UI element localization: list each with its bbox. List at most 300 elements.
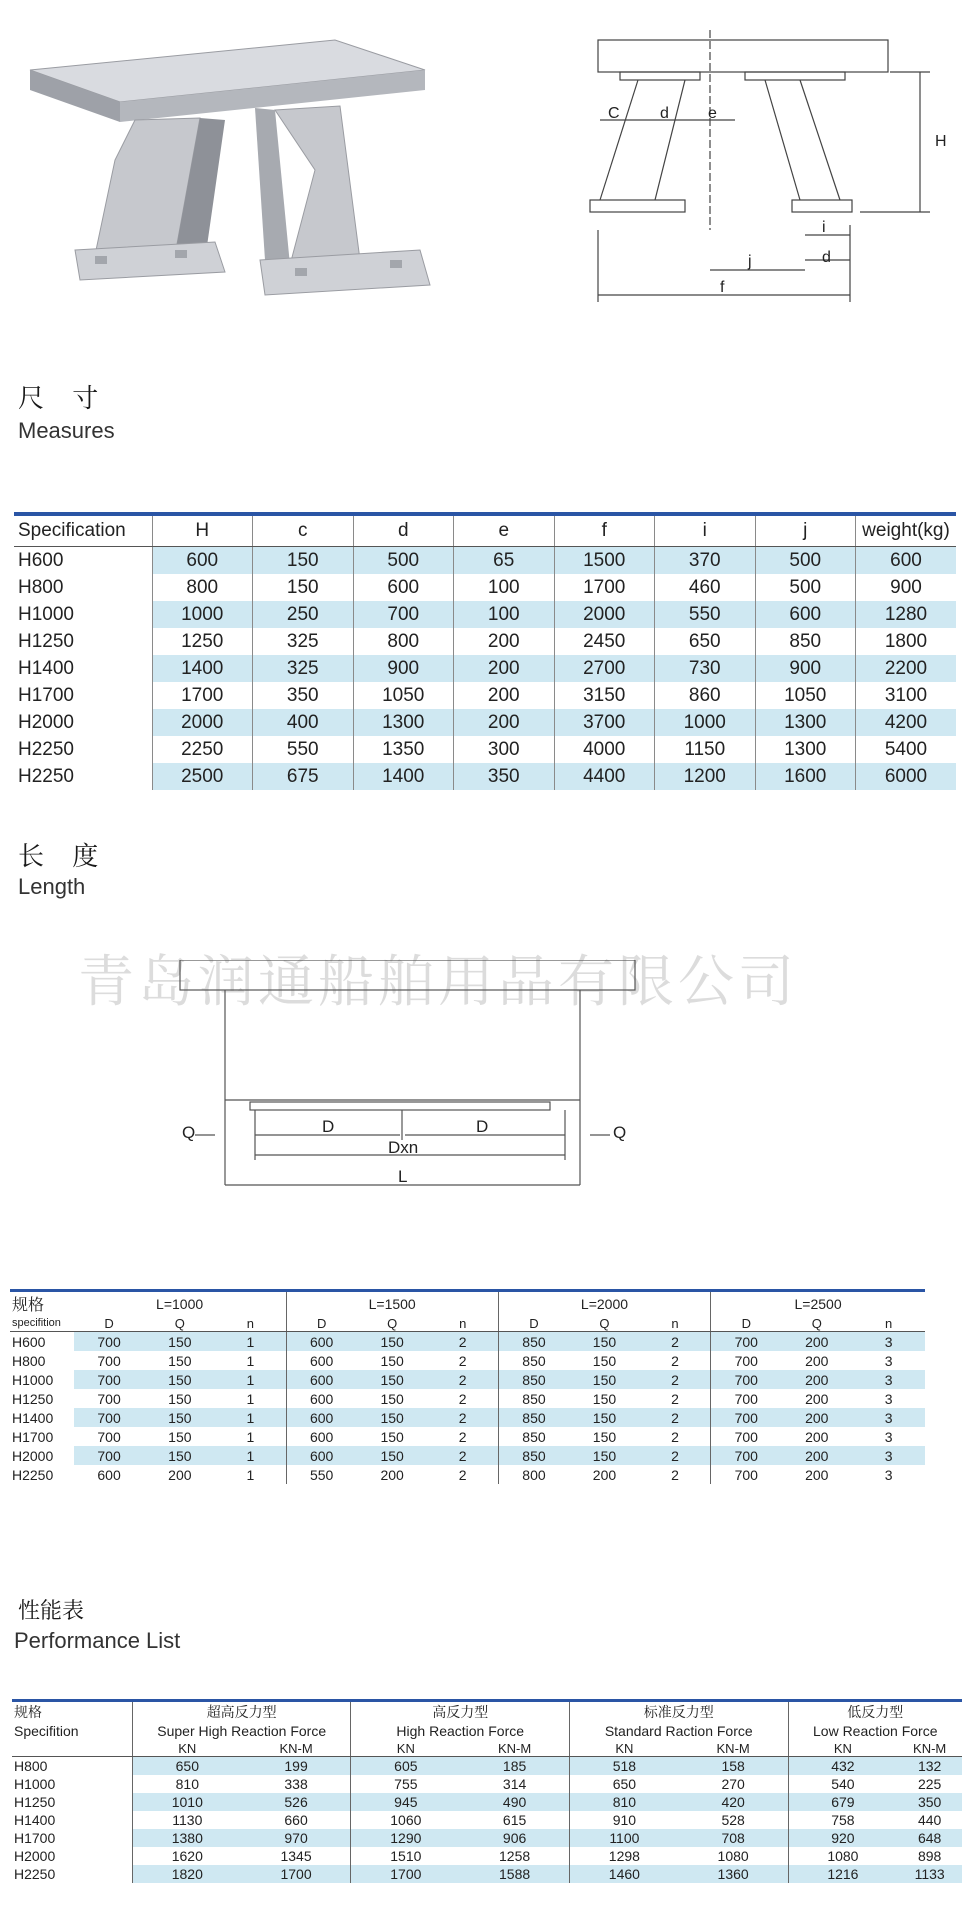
spec-cell: H800: [12, 1757, 132, 1776]
value-cell: 1820: [132, 1865, 241, 1883]
spec-cell: H1000: [10, 1370, 74, 1389]
length-title-cn: 长 度: [18, 842, 109, 872]
value-cell: 700: [97, 1390, 121, 1407]
value-cell: 200: [454, 709, 555, 736]
value-cell: 150: [380, 1428, 404, 1445]
measures-header-cell: Specification: [14, 516, 152, 547]
value-cell: 150: [357, 1370, 428, 1389]
length-group-header: L=2500: [711, 1292, 925, 1315]
measures-row: [14, 682, 956, 709]
spec-cell: H600: [10, 1332, 74, 1352]
length-sub-header: n: [215, 1315, 286, 1332]
length-row: [10, 1351, 925, 1370]
measures-header-cell: c: [253, 516, 354, 547]
value-cell: 2: [458, 1428, 467, 1445]
value-cell: 150: [569, 1446, 640, 1465]
value-cell: 528: [721, 1812, 745, 1828]
value-cell: 132: [897, 1757, 962, 1776]
value-cell: 518: [569, 1757, 678, 1776]
value-cell: 1: [215, 1370, 286, 1389]
value-cell: 2500: [152, 763, 253, 790]
value-cell: 1700: [152, 682, 253, 709]
value-cell: 460: [655, 574, 756, 601]
value-cell: 675: [253, 763, 354, 790]
length-sub-header: n: [428, 1315, 499, 1332]
performance-spec-cn: 规格: [14, 1704, 42, 1720]
value-cell: 2000: [152, 709, 253, 736]
value-cell: 3: [884, 1352, 893, 1369]
value-cell: 730: [655, 655, 756, 682]
performance-title-cn: 性能表: [18, 1599, 85, 1624]
spec-cell: H2000: [14, 1848, 56, 1864]
value-cell: 700: [711, 1446, 782, 1465]
value-cell: 758: [788, 1811, 897, 1829]
spec-cell: H2250: [14, 763, 152, 790]
measures-header-cell: j: [755, 516, 856, 547]
value-cell: 900: [856, 574, 957, 601]
value-cell: 850: [498, 1427, 569, 1446]
value-cell: 350: [897, 1793, 962, 1811]
measures-row: [14, 574, 956, 601]
value-cell: 540: [788, 1775, 897, 1793]
value-cell: 1700: [351, 1865, 460, 1883]
value-cell: 906: [460, 1829, 569, 1847]
value-cell: 700: [74, 1446, 145, 1465]
performance-group-header-cn: 低反力型: [788, 1702, 962, 1722]
value-cell: 700: [711, 1370, 782, 1389]
value-cell: 600: [353, 574, 454, 601]
value-cell: 1130: [132, 1811, 241, 1829]
value-cell: 700: [353, 601, 454, 628]
length-group-header: L=2000: [498, 1292, 710, 1315]
dim-label-i: i: [822, 219, 826, 236]
fender-3d-illustration: [25, 10, 445, 300]
spec-cell: H1250: [12, 1793, 132, 1811]
value-cell: 1700: [242, 1865, 351, 1883]
value-cell: 490: [460, 1793, 569, 1811]
value-cell: 150: [144, 1446, 215, 1465]
length-row: [10, 1446, 925, 1465]
performance-group-header-en: Standard Raction Force: [569, 1722, 788, 1740]
value-cell: 150: [380, 1390, 404, 1407]
value-cell: 1298: [569, 1847, 678, 1865]
value-cell: 150: [592, 1390, 617, 1407]
length-group-header-row: [10, 1292, 925, 1315]
dim-label-d2: d: [822, 249, 831, 266]
value-cell: 850: [755, 628, 856, 655]
spec-cell: H1000: [14, 601, 152, 628]
value-cell: 850: [498, 1408, 569, 1427]
value-cell: 150: [592, 1428, 617, 1445]
value-cell: 1200: [655, 763, 756, 790]
value-cell: 200: [805, 1428, 829, 1445]
value-cell: 1080: [717, 1848, 749, 1864]
length-label-q-right: Q: [613, 1123, 627, 1142]
value-cell: 6000: [856, 763, 957, 790]
value-cell: 200: [781, 1446, 852, 1465]
value-cell: 2: [640, 1446, 711, 1465]
value-cell: 800: [152, 574, 253, 601]
spec-cell: H1250: [18, 630, 74, 652]
value-cell: 4200: [856, 709, 957, 736]
value-cell: 158: [679, 1757, 788, 1776]
value-cell: 1360: [679, 1865, 788, 1883]
value-cell: 1133: [897, 1865, 962, 1883]
value-cell: 1300: [755, 709, 856, 736]
value-cell: 2200: [856, 655, 957, 682]
spec-cell: H1700: [12, 1428, 54, 1445]
value-cell: 1800: [856, 628, 957, 655]
spec-cell: H2250: [12, 1865, 132, 1883]
value-cell: 700: [711, 1427, 782, 1446]
value-cell: 200: [592, 1466, 617, 1483]
length-sub-header: Q: [357, 1315, 428, 1332]
value-cell: 1258: [499, 1848, 531, 1864]
value-cell: 270: [721, 1776, 745, 1792]
value-cell: 3: [852, 1408, 925, 1427]
value-cell: 945: [351, 1793, 460, 1811]
spec-cell: H2250: [12, 1466, 54, 1483]
value-cell: 65: [454, 547, 555, 575]
value-cell: 755: [351, 1775, 460, 1793]
value-cell: 700: [711, 1408, 782, 1427]
value-cell: 1700: [554, 574, 655, 601]
value-cell: 200: [454, 655, 555, 682]
length-group-header: L=1000: [156, 1295, 204, 1312]
value-cell: 100: [454, 601, 555, 628]
value-cell: 2: [458, 1352, 467, 1369]
value-cell: 420: [679, 1793, 788, 1811]
value-cell: 810: [569, 1793, 678, 1811]
measures-row: [14, 628, 956, 655]
value-cell: 2: [458, 1466, 467, 1483]
value-cell: 700: [711, 1465, 782, 1484]
value-cell: 185: [460, 1757, 569, 1776]
value-cell: 1060: [351, 1811, 460, 1829]
value-cell: 650: [655, 628, 756, 655]
value-cell: 150: [168, 1390, 192, 1407]
value-cell: 1500: [554, 547, 655, 575]
value-cell: 4400: [554, 763, 655, 790]
value-cell: 860: [655, 682, 756, 709]
value-cell: 1: [246, 1390, 255, 1407]
dim-label-d: d: [660, 105, 669, 122]
value-cell: 2700: [554, 655, 655, 682]
value-cell: 700: [711, 1332, 782, 1352]
measures-title-en: Measures: [18, 418, 115, 443]
performance-sub-header-blank: [12, 1740, 132, 1757]
length-dimension-drawing: [170, 960, 650, 1200]
measures-header-cell: i: [655, 516, 756, 547]
value-cell: 200: [805, 1466, 829, 1483]
value-cell: 1510: [351, 1847, 460, 1865]
measures-header-cell: e: [454, 516, 555, 547]
value-cell: 440: [917, 1812, 942, 1828]
length-label-q-left: Q: [182, 1123, 196, 1142]
value-cell: 150: [253, 574, 354, 601]
value-cell: 600: [286, 1370, 357, 1389]
value-cell: 2450: [554, 628, 655, 655]
performance-sub-header: KN-M: [679, 1740, 788, 1757]
value-cell: 1100: [569, 1829, 678, 1847]
length-sub-header: D: [286, 1315, 357, 1332]
spec-cell: H1400: [14, 655, 152, 682]
value-cell: 800: [498, 1465, 569, 1484]
value-cell: 200: [380, 1466, 404, 1483]
value-cell: 150: [357, 1408, 428, 1427]
value-cell: 600: [152, 547, 253, 575]
value-cell: 910: [569, 1811, 678, 1829]
value-cell: 150: [380, 1352, 404, 1369]
spec-cell: H2250: [18, 738, 74, 760]
measures-header-cell: H: [152, 516, 253, 547]
value-cell: 1300: [353, 709, 454, 736]
performance-row: [12, 1793, 962, 1811]
value-cell: 900: [755, 655, 856, 682]
value-cell: 199: [242, 1757, 351, 1776]
value-cell: 850: [498, 1351, 569, 1370]
value-cell: 370: [655, 547, 756, 575]
value-cell: 810: [132, 1775, 241, 1793]
value-cell: 3: [852, 1370, 925, 1389]
value-cell: 150: [569, 1332, 640, 1352]
value-cell: 650: [569, 1775, 678, 1793]
measures-row: [14, 655, 956, 682]
value-cell: 2: [671, 1352, 679, 1369]
value-cell: 225: [917, 1776, 942, 1792]
value-cell: 5400: [856, 736, 957, 763]
length-title-en: Length: [18, 874, 86, 899]
value-cell: 708: [679, 1829, 788, 1847]
spec-cell: H2000: [14, 709, 152, 736]
value-cell: 1050: [755, 682, 856, 709]
value-cell: 150: [592, 1352, 617, 1369]
value-cell: 1: [246, 1428, 255, 1445]
performance-group-header-en: Low Reaction Force: [788, 1722, 962, 1740]
value-cell: 200: [454, 682, 555, 709]
value-cell: 898: [917, 1848, 942, 1864]
value-cell: 400: [253, 709, 354, 736]
performance-table: [12, 1699, 962, 1883]
spec-cell: H600: [14, 547, 152, 575]
value-cell: 1380: [132, 1829, 241, 1847]
value-cell: 600: [286, 1427, 357, 1446]
value-cell: 800: [353, 628, 454, 655]
value-cell: 1: [246, 1352, 255, 1369]
value-cell: 1080: [788, 1847, 897, 1865]
spec-cell: H1400: [14, 1812, 56, 1828]
value-cell: 150: [357, 1446, 428, 1465]
length-row: [10, 1408, 925, 1427]
performance-row: [12, 1865, 962, 1883]
performance-group-header-cn: 高反力型: [351, 1702, 570, 1722]
value-cell: 150: [569, 1408, 640, 1427]
performance-row: [12, 1757, 962, 1776]
value-cell: 2: [428, 1446, 499, 1465]
value-cell: 200: [168, 1466, 192, 1483]
length-sub-header: n: [640, 1315, 711, 1332]
measures-row: [14, 763, 956, 790]
performance-group-header-en-row: [12, 1722, 962, 1740]
value-cell: 2: [428, 1370, 499, 1389]
value-cell: 600: [286, 1332, 357, 1352]
performance-row: [12, 1829, 962, 1847]
value-cell: 150: [253, 547, 354, 575]
value-cell: 700: [74, 1408, 145, 1427]
length-sub-header: Q: [144, 1315, 215, 1332]
value-cell: 500: [755, 547, 856, 575]
value-cell: 2: [428, 1408, 499, 1427]
measures-header-row: [14, 516, 956, 547]
value-cell: 500: [353, 547, 454, 575]
value-cell: 2: [671, 1428, 679, 1445]
spec-cell: H1700: [12, 1829, 132, 1847]
dim-label-h: H: [935, 133, 947, 150]
measures-row: [14, 709, 956, 736]
measures-header-cell: weight(kg): [856, 516, 957, 547]
value-cell: 3: [884, 1466, 893, 1483]
value-cell: 432: [788, 1757, 897, 1776]
value-cell: 3: [884, 1390, 893, 1407]
spec-cell: H2000: [10, 1446, 74, 1465]
value-cell: 150: [168, 1428, 192, 1445]
value-cell: 600: [286, 1446, 357, 1465]
spec-cell: H1000: [14, 1776, 56, 1792]
length-label-l: L: [398, 1167, 408, 1186]
performance-sub-header: KN-M: [460, 1740, 569, 1757]
value-cell: 1000: [655, 709, 756, 736]
performance-sub-header: KN-M: [242, 1740, 351, 1757]
value-cell: 4000: [554, 736, 655, 763]
value-cell: 350: [253, 682, 354, 709]
spec-cell: H800: [18, 576, 64, 598]
spec-cell: H800: [12, 1352, 46, 1369]
length-sub-header: n: [852, 1315, 925, 1332]
measures-row: [14, 547, 956, 575]
length-row: [10, 1332, 925, 1352]
value-cell: 550: [655, 601, 756, 628]
value-cell: 600: [286, 1351, 357, 1370]
value-cell: 150: [144, 1408, 215, 1427]
performance-row: [12, 1811, 962, 1829]
value-cell: 600: [286, 1389, 357, 1408]
spec-cell: H1400: [10, 1408, 74, 1427]
value-cell: 3700: [554, 709, 655, 736]
length-row: [10, 1389, 925, 1408]
value-cell: 314: [502, 1776, 527, 1792]
value-cell: 500: [755, 574, 856, 601]
value-cell: 2: [671, 1390, 679, 1407]
measures-table: [14, 512, 956, 790]
value-cell: 3: [884, 1428, 893, 1445]
value-cell: 325: [253, 655, 354, 682]
performance-sub-header: KN: [788, 1740, 897, 1757]
dim-label-e: e: [708, 105, 717, 122]
value-cell: 300: [454, 736, 555, 763]
value-cell: 600: [97, 1466, 121, 1483]
value-cell: 200: [781, 1332, 852, 1352]
value-cell: 3: [852, 1332, 925, 1352]
value-cell: 250: [253, 601, 354, 628]
dim-label-f: f: [720, 279, 725, 296]
value-cell: 338: [284, 1776, 308, 1792]
length-row: [10, 1427, 925, 1446]
value-cell: 850: [498, 1389, 569, 1408]
value-cell: 200: [781, 1370, 852, 1389]
value-cell: 1350: [353, 736, 454, 763]
value-cell: 1400: [152, 655, 253, 682]
length-group-header: L=1500: [286, 1292, 498, 1315]
length-sub-header: D: [498, 1315, 569, 1332]
value-cell: 200: [454, 628, 555, 655]
value-cell: 1290: [351, 1829, 460, 1847]
value-cell: 600: [755, 601, 856, 628]
measures-title-cn: 尺 寸: [18, 384, 109, 414]
value-cell: 2250: [152, 736, 253, 763]
value-cell: 700: [97, 1352, 121, 1369]
performance-sub-header-row: [12, 1740, 962, 1757]
measures-header-cell: d: [353, 516, 454, 547]
value-cell: 615: [502, 1812, 527, 1828]
performance-spec-en: Specifition: [14, 1723, 79, 1739]
length-sub-header-row: [10, 1315, 925, 1332]
length-sub-header: D: [74, 1315, 145, 1332]
length-label-dxn: Dxn: [388, 1138, 419, 1157]
value-cell: 1460: [569, 1865, 678, 1883]
length-label-d-right: D: [476, 1117, 489, 1136]
value-cell: 526: [242, 1793, 351, 1811]
performance-row: [12, 1847, 962, 1865]
value-cell: 850: [498, 1370, 569, 1389]
value-cell: 1345: [280, 1848, 312, 1864]
value-cell: 700: [97, 1428, 121, 1445]
value-cell: 2: [640, 1370, 711, 1389]
value-cell: 1300: [755, 736, 856, 763]
value-cell: 850: [498, 1332, 569, 1352]
value-cell: 1: [215, 1332, 286, 1352]
value-cell: 150: [357, 1332, 428, 1352]
value-cell: 2000: [554, 601, 655, 628]
value-cell: 1050: [353, 682, 454, 709]
performance-sub-header: KN-M: [897, 1740, 962, 1757]
performance-title-en: Performance List: [14, 1628, 181, 1653]
value-cell: 1: [246, 1466, 255, 1483]
value-cell: 700: [74, 1332, 145, 1352]
dim-label-j: j: [748, 253, 752, 270]
performance-sub-header: KN: [569, 1740, 678, 1757]
value-cell: 3150: [554, 682, 655, 709]
performance-sub-header: KN: [351, 1740, 460, 1757]
measures-row: [14, 601, 956, 628]
value-cell: 1000: [152, 601, 253, 628]
value-cell: 1280: [856, 601, 957, 628]
length-sub-header: Q: [781, 1315, 852, 1332]
value-cell: 1: [215, 1408, 286, 1427]
value-cell: 2: [428, 1332, 499, 1352]
value-cell: 700: [74, 1370, 145, 1389]
value-cell: 1620: [132, 1847, 241, 1865]
value-cell: 200: [781, 1408, 852, 1427]
length-row: [10, 1370, 925, 1389]
length-sub-header: D: [711, 1315, 782, 1332]
spec-cell: H1250: [12, 1390, 54, 1407]
value-cell: 660: [284, 1812, 308, 1828]
value-cell: 900: [353, 655, 454, 682]
value-cell: 550: [253, 736, 354, 763]
value-cell: 550: [286, 1465, 357, 1484]
value-cell: 3100: [856, 682, 957, 709]
dim-label-c: C: [608, 105, 620, 122]
